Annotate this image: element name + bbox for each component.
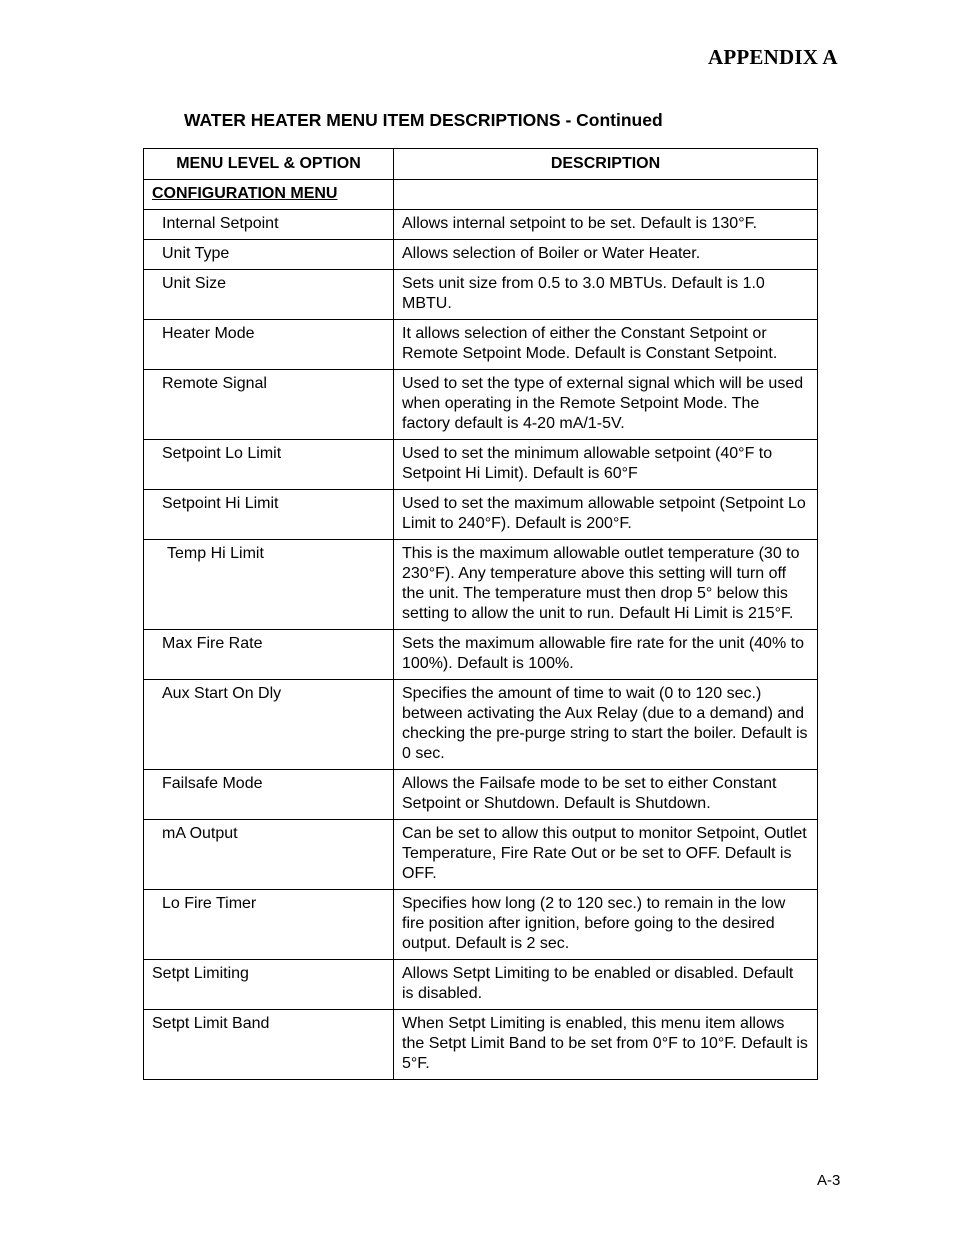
table-row <box>144 820 818 890</box>
option-cell: Temp Hi Limit <box>144 540 394 630</box>
section-row <box>144 180 818 210</box>
appendix-label: APPENDIX A <box>708 45 838 69</box>
menu-items-table <box>143 148 818 1080</box>
table-row <box>144 630 818 680</box>
page-number: A-3 <box>817 1172 841 1189</box>
description-cell: Specifies how long (2 to 120 sec.) to remain in the low fire position after ignition, before going to the desired output. Default is 2 sec. <box>394 890 818 960</box>
page-title: WATER HEATER MENU ITEM DESCRIPTIONS - Continued <box>184 110 663 130</box>
option-cell: Internal Setpoint <box>144 210 394 240</box>
option-cell: Unit Type <box>144 240 394 270</box>
table-row <box>144 240 818 270</box>
description-cell: Specifies the amount of time to wait (0 to 120 sec.) between activating the Aux Relay (due to a demand) and checking the pre-purge string to start the boiler. Default is 0 sec. <box>394 680 818 770</box>
option-cell: Max Fire Rate <box>144 630 394 680</box>
column-header-description: DESCRIPTION <box>394 149 818 180</box>
description-cell: It allows selection of either the Constant Setpoint or Remote Setpoint Mode. Default is Constant Setpoint. <box>394 320 818 370</box>
description-cell: Allows internal setpoint to be set. Default is 130°F. <box>394 210 818 240</box>
description-cell: Sets unit size from 0.5 to 3.0 MBTUs. Default is 1.0 MBTU. <box>394 270 818 320</box>
option-cell: Heater Mode <box>144 320 394 370</box>
description-cell: Used to set the maximum allowable setpoint (Setpoint Lo Limit to 240°F). Default is 200°F. <box>394 490 818 540</box>
table-row <box>144 540 818 630</box>
description-cell: Can be set to allow this output to monitor Setpoint, Outlet Temperature, Fire Rate Out or be set to OFF. Default is OFF. <box>394 820 818 890</box>
description-cell: Sets the maximum allowable fire rate for the unit (40% to 100%). Default is 100%. <box>394 630 818 680</box>
table-row <box>144 320 818 370</box>
table-row <box>144 960 818 1010</box>
table-row <box>144 1010 818 1080</box>
table-row <box>144 210 818 240</box>
description-cell: Used to set the minimum allowable setpoint (40°F to Setpoint Hi Limit). Default is 60°F <box>394 440 818 490</box>
table-row <box>144 440 818 490</box>
description-cell: When Setpt Limiting is enabled, this menu item allows the Setpt Limit Band to be set from 0°F to 10°F. Default is 5°F. <box>394 1010 818 1080</box>
option-cell: Unit Size <box>144 270 394 320</box>
description-cell: Allows selection of Boiler or Water Heater. <box>394 240 818 270</box>
description-cell: Used to set the type of external signal which will be used when operating in the Remote Setpoint Mode. The factory default is 4-20 mA/1-5V. <box>394 370 818 440</box>
table-row <box>144 770 818 820</box>
option-cell: Failsafe Mode <box>144 770 394 820</box>
table-header-row <box>144 149 818 180</box>
table-row <box>144 370 818 440</box>
section-empty-cell <box>394 180 818 210</box>
table-row <box>144 680 818 770</box>
option-cell: Setpt Limiting <box>144 960 394 1010</box>
option-cell: Setpt Limit Band <box>144 1010 394 1080</box>
option-cell: Setpoint Lo Limit <box>144 440 394 490</box>
option-cell: Remote Signal <box>144 370 394 440</box>
table-row <box>144 490 818 540</box>
section-title: CONFIGURATION MENU <box>144 180 394 210</box>
option-cell: Setpoint Hi Limit <box>144 490 394 540</box>
description-cell: Allows the Failsafe mode to be set to either Constant Setpoint or Shutdown. Default is Shutdown. <box>394 770 818 820</box>
description-cell: Allows Setpt Limiting to be enabled or disabled. Default is disabled. <box>394 960 818 1010</box>
option-cell: Lo Fire Timer <box>144 890 394 960</box>
option-cell: mA Output <box>144 820 394 890</box>
description-cell: This is the maximum allowable outlet temperature (30 to 230°F). Any temperature above this setting will turn off the unit. The temperature must then drop 5° below this setting to allow the unit to run. Default Hi Limit is 215°F. <box>394 540 818 630</box>
table-row <box>144 890 818 960</box>
option-cell: Aux Start On Dly <box>144 680 394 770</box>
column-header-option: MENU LEVEL & OPTION <box>144 149 394 180</box>
table-row <box>144 270 818 320</box>
